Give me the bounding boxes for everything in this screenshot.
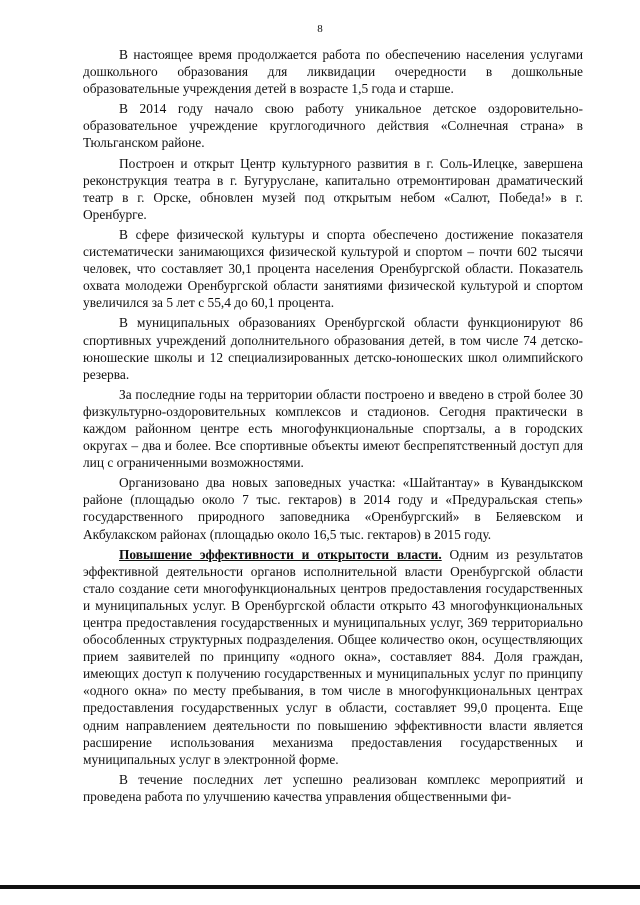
paragraph-sport-complexes: За последние годы на территории области построено и введено в строй более 30 физкультурно-оздоровительных комплексов и стадионов. Сегодня практически в каждом районном центре есть многофункциональные спортзалы, а в городских округах – два и более. Все спортивные объекты имеют беспрепятственный доступ для лиц с ограниченными возможностями. — [83, 386, 583, 471]
paragraph-reserves: Организовано два новых заповедных участка: «Шайтантау» в Кувандыкском районе (площадью около 7 тыс. гектаров) в 2014 году и «Предуральская степь» государственного природного заповедника «Оренбургский» в Беляевском и Акбулакском районах (площадью около 16,5 тыс. гектаров) в 2015 году. — [83, 475, 583, 542]
section-heading: Повышение эффективности и открытости власти. — [119, 546, 442, 562]
page-number: 8 — [317, 23, 323, 35]
page-bottom-rule — [0, 885, 640, 889]
paragraph-preschool: В настоящее время продолжается работа по обеспечению населения услугами дошкольного образования для ликвидации очередности в дошкольные образовательные учреждения детей в возрасте 1,5 года и старше. — [83, 47, 583, 97]
paragraph-solnechnaya-strana: В 2014 году начало свою работу уникальное детское оздоровительно-образовательное учреждение круглогодичного действия «Солнечная страна» в Тюльганском районе. — [83, 101, 583, 151]
paragraph-sport-schools: В муниципальных образованиях Оренбургской области функционируют 86 спортивных учреждений дополнительного образования детей, в том числе 74 детско-юношеские школы и 12 специализированных детско-юношеских школ олимпийского резерва. — [83, 315, 583, 382]
paragraph-culture: Построен и открыт Центр культурного развития в г. Соль-Илецке, завершена реконструкция театра в г. Бугуруслане, капитально отремонтирован драматический театр в г. Орске, обновлен музей под открытым небом «Салют, Победа!» в г. Оренбурге. — [83, 155, 583, 222]
paragraph-government-efficiency-text: Одним из результатов эффективной деятельности органов исполнительной власти Оренбургской области стало создание сети многофункциональных центров предоставления государственных и муниципальных услуг. В Оренбургской области открыто 43 многофункциональных центра предоставления государственных и муниципальных услуг, 369 территориально обособленных структурных подразделения. Общее количество окон, осуществляющих прием заявителей по принципу «одного окна», составляет 884. Доля граждан, имеющих доступ к получению государственных и муниципальных услуг по принципу «одного окна» по месту пребывания, в том числе в многофункциональных центрах предоставления государственных услуг в области, составляет 99,0 процента. Еще одним направлением деятельности по повышению эффективности власти является расширение использования механизма предоставления государственных и муниципальных услуг в электронной форме. — [83, 546, 583, 767]
paragraph-sport-indicators: В сфере физической культуры и спорта обеспечено достижение показателя систематически занимающихся физической культурой и спортом – почти 602 тысячи человек, что составляет 30,1 процента населения Оренбургской области. Показатель охвата молодежи Оренбургской области занятиями физической культурой и спортом увеличился за 5 лет с 55,4 до 60,1 процента. — [83, 226, 583, 311]
body-text — [83, 46, 583, 805]
paragraph-government-efficiency — [83, 546, 583, 768]
paragraph-public-finance: В течение последних лет успешно реализован комплекс мероприятий и проведена работа по улучшению качества управления общественными фи- — [83, 771, 583, 804]
